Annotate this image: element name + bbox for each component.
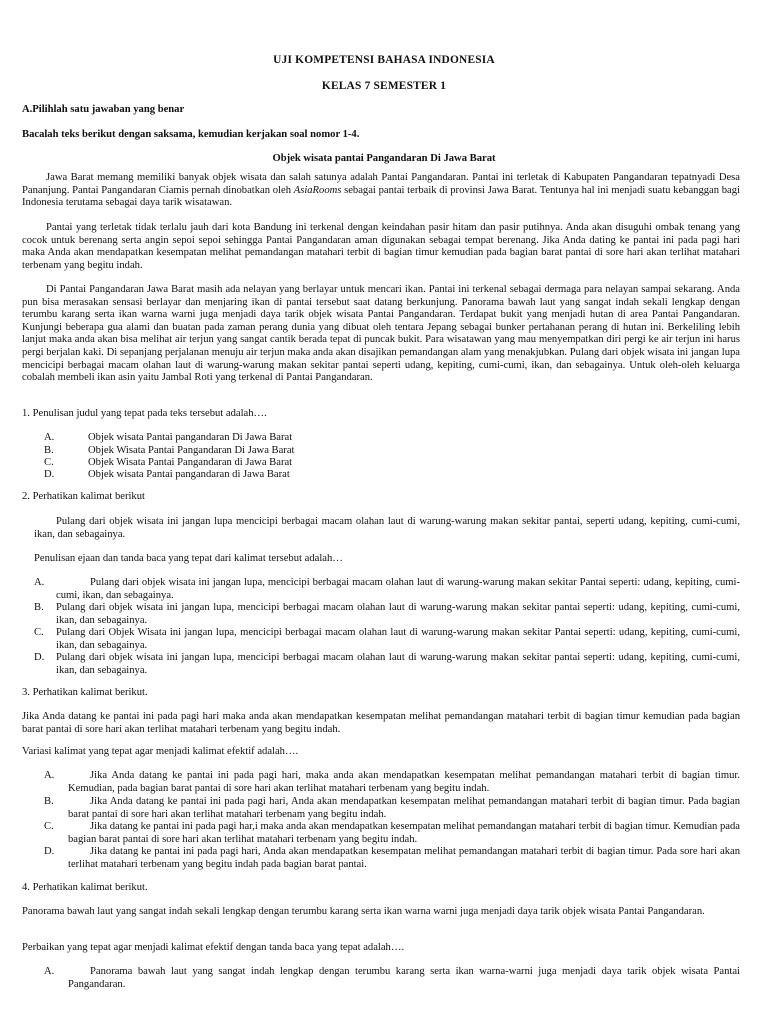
article-p1-before: Jawa Barat memang memiliki banyak objek wisata dan salah satunya adalah Pantai Pangandaran. Pantai ini terletak di Kabupaten Pangandaran tepatnyadi Desa Pananjung. Pantai Pangandaran Ciamis pernah dinobatkan oleh	[22, 172, 740, 196]
class-line: KELAS 7 SEMESTER 1	[321, 80, 447, 92]
q3-option-a-text: Jika Anda datang ke pantai ini pada pagi hari, maka anda akan mendapatkan kesempatan melihat pemandangan matahari terbit di bagian timur. Kemudian, pada bagian barat pantai di sore hari akan terlihat matahari terbenam yang begitu indah.	[68, 770, 740, 794]
article-title: Objek wisata pantai Pangandaran Di Jawa Barat	[272, 153, 496, 164]
question-4-prompt: Perbaikan yang tepat agar menjadi kalimat efektif dengan tanda baca yang tepat adalah….	[22, 942, 405, 953]
question-3-prompt: Variasi kalimat yang tepat agar menjadi kalimat efektif adalah….	[22, 746, 299, 757]
q2-option-a-text: Pulang dari objek wisata ini jangan lupa, mencicipi berbagai macam olahan laut di warung-warung makan sekitar Pantai seperti: udang, kepiting, cumi-cumi, ikan, dan sebagainya.	[56, 577, 740, 601]
q2-option-b-text: Pulang dari objek wisata ini jangan lupa, mencicipi berbagai macam olahan laut di warung-warung makan sekitar pantai seperti: udang, kepiting, cumi-cumi, ikan, dan sebagainya.	[56, 602, 740, 626]
article-paragraph-3: Di Pantai Pangandaran Jawa Barat masih ada nelayan yang berlayar untuk mencari ikan. Pantai ini terkenal sebagai dermaga para nelayan sampai sekarang. Anda pun bisa merasakan sensasi berlayar dan menjaring ikan di pantai tersebut saat datang berkunjung. Panorama bawah laut yang sangat indah sekali lengkap dengan terumbu karang serta ikan warna warni juga menjadi daya tarik objek wisata Pantai Pangandaran. Terdapat bukit yang menjadi hutan di area Pantai Pangandaran. Kunjungi beberapa gua alami dan buatan pada zaman perang dunia yang dibuat oleh tentara Jepang sebagai bunker pertahanan perang di hutan ini. Berkeliling lebih lanjut maka anda akan bisa melihat air terjun yang sangat cantik berada tepat di puncak bukit. Para wisatawan yang mau menyempatkan diri pergi ke air terjun ini harus pergi berjalan kaki. Di sepanjang perjalanan menuju air terjun maka anda akan disajikan pemandangan alam yang menakjubkan. Pulang dari objek wisata ini jangan lupa mencicipi berbagai macam olahan laut di warung-warung makan sekitar pantai seperti udang, kepiting, cumi-cumi, ikan, dan sebagainya. Untuk oleh-oleh keluarga cobalah membeli ikan asin yaitu Jambal Roti yang terkenal di Pantai Pangandaran.	[22, 284, 740, 384]
q3-option-d-letter: D.	[44, 846, 55, 857]
q4-option-a-letter: A.	[44, 966, 55, 977]
q1-option-a-text: Objek wisata Pantai pangandaran Di Jawa Barat	[88, 432, 293, 443]
q2-option-c-letter: C.	[34, 627, 44, 638]
q2-option-c-text: Pulang dari Objek Wisata ini jangan lupa, mencicipi berbagai macam olahan laut di warung-warung makan sekitar Pantai seperti: udang, kepiting, cumi-cumi, ikan, dan sebagainya.	[56, 627, 740, 651]
q2-option-a-letter: A.	[34, 577, 45, 588]
q1-option-c-letter: C.	[44, 457, 54, 468]
question-2: 2. Perhatikan kalimat berikut	[22, 491, 145, 502]
reading-instruction: Bacalah teks berikut dengan saksama, kemudian kerjakan soal nomor 1-4.	[22, 129, 360, 140]
q1-option-a-letter: A.	[44, 432, 55, 443]
question-3-quote: Jika Anda datang ke pantai ini pada pagi hari maka anda akan mendapatkan kesempatan melihat pemandangan matahari terbit di bagian timur kemudian pada bagian barat pantai di sore hari akan terlihat matahari terbenam yang begitu indah.	[22, 711, 740, 735]
q3-option-d-text: Jika datang ke pantai ini pada pagi hari, Anda akan mendapatkan kesempatan melihat pemandangan matahari terbit di bagian timur. Pada sore hari akan terlihat matahari terbenam yang begitu indah pada bagian barat pantai.	[68, 846, 740, 870]
question-4-quote: Panorama bawah laut yang sangat indah sekali lengkap dengan terumbu karang serta ikan warna warni juga menjadi daya tarik objek wisata Pantai Pangandaran.	[22, 906, 705, 917]
q2-option-d-text: Pulang dari objek wisata ini jangan lupa, mencicipi berbagai macam olahan laut di warung-warung makan sekitar pantai seperti: udang, kepiting, cumi-cumi, ikan, dan sebagainya.	[56, 652, 740, 676]
exam-title: UJI KOMPETENSI BAHASA INDONESIA	[273, 54, 495, 66]
question-4: 4. Perhatikan kalimat berikut.	[22, 882, 148, 893]
q1-option-d-letter: D.	[44, 469, 55, 480]
q1-option-b-text: Objek Wisata Pantai Pangandaran Di Jawa Barat	[88, 445, 295, 456]
article-paragraph-1	[22, 172, 740, 210]
question-1: 1. Penulisan judul yang tepat pada teks tersebut adalah….	[22, 408, 267, 419]
q1-option-c-text: Objek Wisata Pantai Pangandaran di Jawa Barat	[88, 457, 293, 468]
q2-option-d-letter: D.	[34, 652, 45, 663]
q3-option-a-letter: A.	[44, 770, 55, 781]
q3-option-c-text: Jika datang ke pantai ini pada pagi har,i maka anda akan mendapatkan kesempatan melihat pemandangan matahari terbit di bagian timur. Kemudian pada bagian barat pantai di sore hari akan terlihat matahari terbenam yang begitu indah.	[68, 821, 740, 845]
question-2-prompt: Penulisan ejaan dan tanda baca yang tepat dari kalimat tersebut adalah…	[34, 553, 343, 564]
article-p1-italic: AsiaRooms	[293, 184, 342, 196]
q3-option-c-letter: C.	[44, 821, 54, 832]
q4-option-a-text: Panorama bawah laut yang sangat indah lengkap dengan terumbu karang serta ikan warna-warni juga menjadi daya tarik objek wisata Pantai Pangandaran.	[68, 966, 740, 990]
article-p1-after: sebagai pantai terbaik di provinsi Jawa Barat. Tentunya hal ini menjadi suatu kebanggan bagi Indonesia terutama sebagai daya tarik wisatawan.	[22, 184, 740, 209]
q3-option-b-text: Jika Anda datang ke pantai ini pada pagi hari, Anda akan mendapatkan kesempatan melihat pemandangan matahari terbit di bagian timur. Pada bagian barat pantai di sore hari akan terlihat matahari terbenam yang begitu indah.	[68, 796, 740, 820]
q1-option-d-text: Objek wisata Pantai pangandaran di Jawa Barat	[88, 469, 290, 480]
q2-option-b-letter: B.	[34, 602, 44, 613]
q1-option-b-letter: B.	[44, 445, 54, 456]
q3-option-b-letter: B.	[44, 796, 54, 807]
section-a-instruction: A.Pilihlah satu jawaban yang benar	[22, 104, 185, 115]
question-3: 3. Perhatikan kalimat berikut.	[22, 687, 148, 698]
article-paragraph-2: Pantai yang terletak tidak terlalu jauh dari kota Bandung ini terkenal dengan keindahan pasir hitam dan pasir putihnya. Anda akan disuguhi ombak tenang yang cocok untuk berenang serta angin sepoi sepoi sehingga Pantai Pangandaran aman digunakan sebagai tempat berenang. Jika Anda dating ke pantai ini pada pagi hari maka Anda akan mendapatkan kesempatan melihat pemandangan matahari terbit di bagian timur kemudian pada bagian barat pantai di sore hari akan terlihat matahari terbenam yang begitu indah.	[22, 222, 740, 271]
question-2-quote: Pulang dari objek wisata ini jangan lupa mencicipi berbagai macam olahan laut di warung-warung makan sekitar pantai, seperti udang, kepiting, cumi-cumi, ikan, dan sebagainya.	[34, 516, 740, 540]
